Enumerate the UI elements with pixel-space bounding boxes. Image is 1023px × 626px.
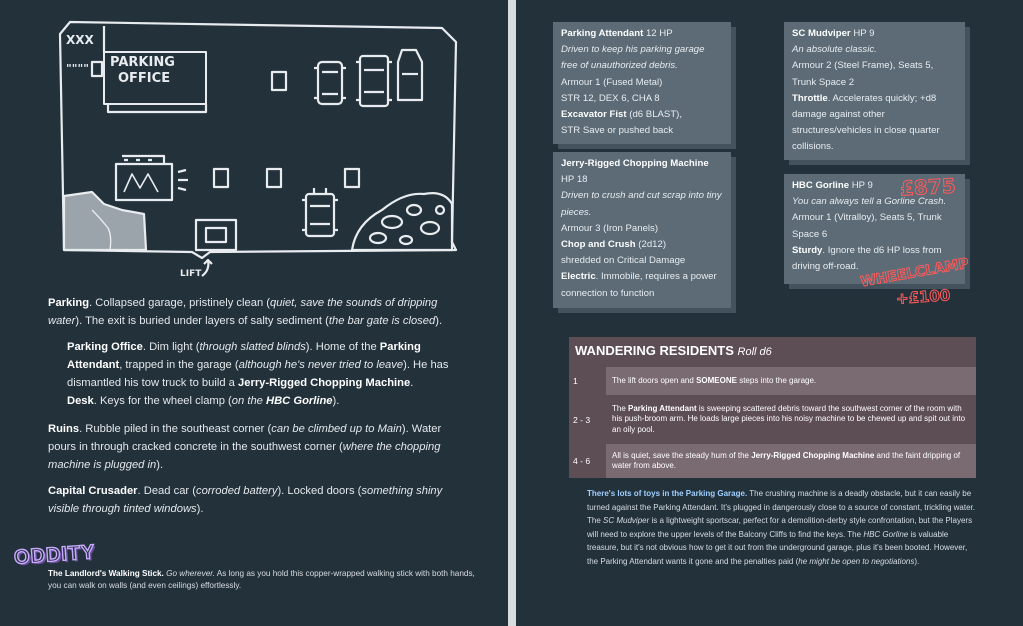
card-armour: Armour 1 (Vitralloy), Seats 5, Trunk Space 6 [792,212,942,240]
oddity-note: Go wherever. [166,569,215,578]
card-hp: HP 18 [561,174,588,186]
wandering-residents-table [569,337,976,478]
location-text: ). [435,315,443,327]
toys-text: ). [914,556,920,566]
map-pillar [272,72,286,90]
location-text: ). Water pours in through cracked concrete in the southwest corner ( [48,423,442,453]
location-name: Capital Crusader [48,485,138,497]
card-armour: Armour 3 (Iron Panels) [561,222,659,234]
row-text-part: steps into the garage. [736,375,817,385]
table-roll: Roll d6 [737,346,772,358]
map-label-marks: """" [66,62,89,75]
fee-stamp: +£100 [895,286,951,308]
toys-italic: he might be open to negotiations [798,556,915,566]
location-name: Desk [67,395,94,407]
toys-italic: SC Mudviper [603,516,650,526]
row-text [606,367,976,395]
map-car-crusader [302,188,338,236]
location-note: corroded battery [195,485,278,497]
card-hp: HP 9 [853,28,875,39]
map-label-lift: LIFT [180,269,202,279]
location-descriptions [48,294,468,526]
map-pillar [345,169,359,187]
card-hp: 12 HP [645,28,673,39]
card-armour: Armour 1 (Fused Metal) [561,76,663,88]
card-save: STR Save or pushed back [561,125,673,137]
map-pillar [267,169,281,187]
toys-text: is valuable treasure, but it's not obvious how to get it out from the underground garage, plus it's been booted. However, the Parking Attendant wants it gone and the penalties paid ( [587,529,968,566]
location-name: Parking [48,297,90,309]
location-text: ). [332,395,340,407]
map-label-office-line1: PARKING [110,55,175,70]
row-roll: 1 [573,376,578,386]
row-roll: 2 - 3 [573,414,591,425]
card-desc: Driven to crush and cut scrap into tiny pieces. [561,190,722,218]
location-crusader [48,482,468,518]
wheelclamp-stamp: WHEELCLAMP [859,255,970,291]
card-name: Jerry-Rigged Chopping Machine [561,158,709,169]
map-tow-truck [398,50,422,100]
location-note [232,395,333,407]
map-pillar [214,169,228,187]
left-page [0,0,508,626]
card-hp: HP 9 [851,180,873,191]
map-lift [196,220,236,250]
location-parking [48,294,468,330]
card-armour: Armour 2 (Steel Frame), Seats 5, Trunk Space 2 [792,60,934,88]
row-text-part: All is quiet, save the steady hum of the [612,450,752,460]
location-note: quiet, save the sounds of dripping water [48,297,438,327]
card-attack: Chop and Crush [561,239,636,251]
parking-garage-map [52,14,466,284]
location-text: ). The exit is buried under layers of salty sediment ( [75,315,329,327]
table-row [569,444,976,478]
toys-text: The crushing machine is a deadly obstacle, but it can easily be turned against the Parking Attendant. It's plugged in dangerously close to a source of constant, trickling water. The [587,489,975,526]
map-car-mudviper [314,62,346,104]
table-row [569,395,976,444]
location-note: something shiny visible through tinted windows [48,485,443,515]
table-row [569,367,976,395]
location-text: ). Home of the [305,341,380,353]
location-text: . Dim light ( [142,341,200,353]
toys-text: is a lightweight sportscar, perfect for a demolition-derby style confrontation, but the Players will need to explore the upper levels of the Balcony Cliffs to find the keys. The [587,516,973,539]
map-car-gorline [356,56,392,106]
card-trait-detail: . Immobile, requires a power connection to function [561,271,717,299]
row-bold: Jerry-Rigged Chopping Machine [751,450,875,460]
location-note: where the chopping machine is plugged in [48,441,441,471]
location-text: , trapped in the garage ( [119,359,239,371]
row-text-part: is sweeping scattered debris toward the southwest corner of the room with his push-broom arm. He loads large pieces into his noisy machine to be chewed up and spit out into an oily pool. [612,403,966,434]
card-attack-detail: (d6 BLAST), [626,109,683,121]
location-text: ). [196,503,204,515]
location-ruins [48,420,468,474]
card-attack: Excavator Fist [561,109,627,121]
location-text: ). [156,459,164,471]
row-text [606,444,976,478]
map-chopping-machine [116,156,188,200]
machine-ref: Jerry-Rigged Chopping Machine [238,377,411,389]
oddity-name: The Landlord's Walking Stick. [48,569,164,578]
location-text: ). Locked doors ( [277,485,362,497]
table-header [569,337,976,367]
card-desc: An absolute classic. [792,44,877,56]
card-trait: Throttle [792,92,828,104]
location-text: . [410,377,414,389]
map-label-xxx: XXX [66,33,94,47]
row-bold: SOMEONE [696,375,737,385]
location-text: . Rubble piled in the southeast corner ( [79,423,272,435]
location-text: . Collapsed garage, pristinely clean ( [89,297,271,309]
location-text: . Dead car ( [137,485,196,497]
card-name: HBC Gorline [792,180,850,191]
location-note-text: on the [231,395,267,407]
stat-card-sc-mudviper [784,22,965,160]
stat-card-chopping-machine [553,152,731,308]
location-text: . Keys for the wheel clamp ( [93,395,232,407]
card-trait-detail: . Accelerates quickly; +d8 damage against other structures/vehicles in close quarter collisions. [792,92,940,153]
card-crit: shredded on Critical Damage [561,255,686,267]
right-page [516,0,1023,626]
card-trait: Electric [561,271,596,283]
card-name: SC Mudviper [792,28,851,39]
card-trait-detail: . Ignore the d6 HP loss from driving off-road. [792,244,942,273]
location-note: through slatted blinds [199,341,306,353]
row-text-part: The lift doors open and [612,375,697,385]
location-note: can be climbed up to Main [271,423,402,435]
card-name: Parking Attendant [561,28,644,39]
location-name: Ruins [48,423,80,435]
row-bold: Parking Attendant [628,403,697,413]
card-trait: Sturdy [792,244,823,256]
row-roll: 4 - 6 [573,456,591,466]
card-desc: You can always tell a Gorline Crash. [792,196,947,208]
card-desc: Driven to keep his parking garage free of unauthorized debris. [561,44,705,72]
page-gutter [508,0,516,626]
toys-italic: HBC Gorline [863,529,909,539]
location-office [48,338,468,392]
location-text: ). He has dismantled his tow truck to build a [67,359,449,389]
oddity-desc: As long as you hold this copper-wrapped walking stick with both hands, you can walk on walls (and even ceilings) effortlessly. [48,569,475,590]
price-stamp: £875 [899,173,957,201]
stat-card-parking-attendant [553,22,731,144]
npc-ref: Parking Attendant [67,341,421,371]
table-title: WANDERING RESIDENTS [575,343,734,358]
oddity-title: ODDITY [13,541,97,569]
map-label-office-line2: OFFICE [118,71,171,86]
location-name: Parking Office [67,341,143,353]
card-stats: STR 12, DEX 6, CHA 8 [561,92,660,104]
vehicle-ref: HBC Gorline [266,395,333,407]
location-desk [48,392,468,410]
location-note: the bar gate is closed [328,315,436,327]
row-text-part: The [612,403,629,413]
toys-lead: There's lots of toys in the Parking Garage. [587,489,748,498]
row-text-part: and the faint dripping of water from above. [612,450,961,470]
row-text [606,400,976,440]
toys-note [587,487,979,569]
oddity-text [48,568,478,592]
card-attack-detail: (2d12) [635,239,667,251]
location-note: although he's never tried to leave [238,359,404,371]
